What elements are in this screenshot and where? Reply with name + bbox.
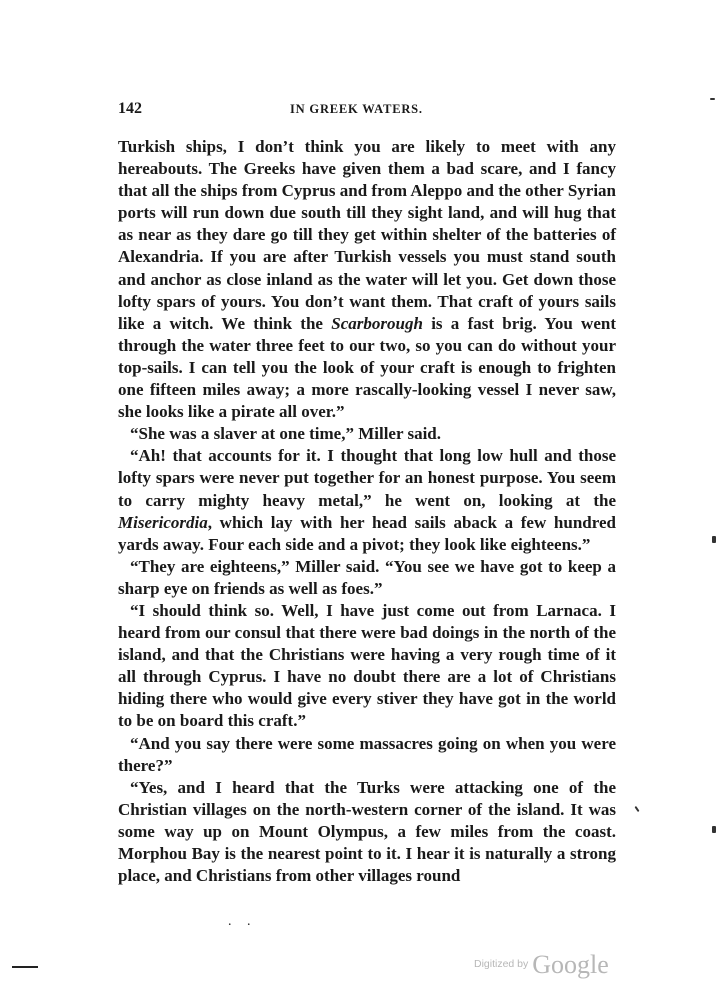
margin-mark [634, 806, 639, 812]
paragraph: “Yes, and I heard that the Turks were attacking one of the Christian villages on the north-western corner of the island. It was some way up on Mount Olympus, a few miles from the coast. Morphou Bay is the nearest point to it. I hear it is naturally a strong place, and Christians from other villages round [118, 777, 616, 886]
paragraph: Turkish ships, I don’t think you are likely to meet with any hereabouts. The Greeks have given them a bad scare, and I fancy that all the ships from Cyprus and from Aleppo and the other Syrian ports will run down due south till they sight land, and will hug that as near as they dare go till they get within shelter of the batteries of Alexandria. If you are after Turkish vessels you must stand south and anchor as close inland as the water will let you. Get down those lofty spars of yours. You don’t want them. That craft of yours sails like a witch. We think the Scarborough is a fast brig. You went through the water three feet to our two, so you can do without your top-sails. I can tell you the look of your craft is enough to frighten one fifteen miles away; a more rascally-looking vessel I never saw, she looks like a pirate all over.” [118, 137, 616, 422]
ship-name-italic: Scarborough [331, 313, 423, 333]
paragraph: “She was a slaver at one time,” Miller said. [130, 424, 442, 444]
margin-mark [712, 536, 716, 543]
page-number: 142 [118, 100, 142, 117]
body-text [118, 136, 616, 887]
watermark-caption: Digitized by [474, 958, 529, 970]
paragraph: “I should think so. Well, I have just come out from Larnaca. I heard from our consul that there were bad doings in the north of the island, and that the Christians were having a very rough time of it all through Cyprus. I have no doubt there are a lot of Christians hiding there who would give every stiver they have got in the world to be on board this craft.” [118, 600, 616, 731]
footer-rule [12, 966, 38, 968]
running-head: IN GREEK WATERS. [290, 102, 423, 116]
margin-mark [712, 826, 716, 833]
paragraph: “Ah! that accounts for it. I thought that long low hull and those lofty spars were never put together for an honest purpose. You seem to carry mighty heavy metal,” he went on, looking at the Misericordia, which lay with her head sails aback a few hundred yards away. Four each side and a pivot; they look like eighteens.” [118, 446, 616, 554]
margin-mark [710, 98, 715, 100]
paragraph: “They are eighteens,” Miller said. “You see we have got to keep a sharp eye on friends as well as foes.” [118, 556, 616, 598]
footer-dots: . . [228, 914, 257, 929]
page-header [118, 100, 616, 126]
google-logo: Google [532, 950, 609, 979]
paragraph: “And you say there were some massacres going on when you were there?” [118, 733, 616, 775]
ship-name-italic: Misericordia [118, 512, 208, 532]
digitized-watermark [474, 950, 609, 980]
